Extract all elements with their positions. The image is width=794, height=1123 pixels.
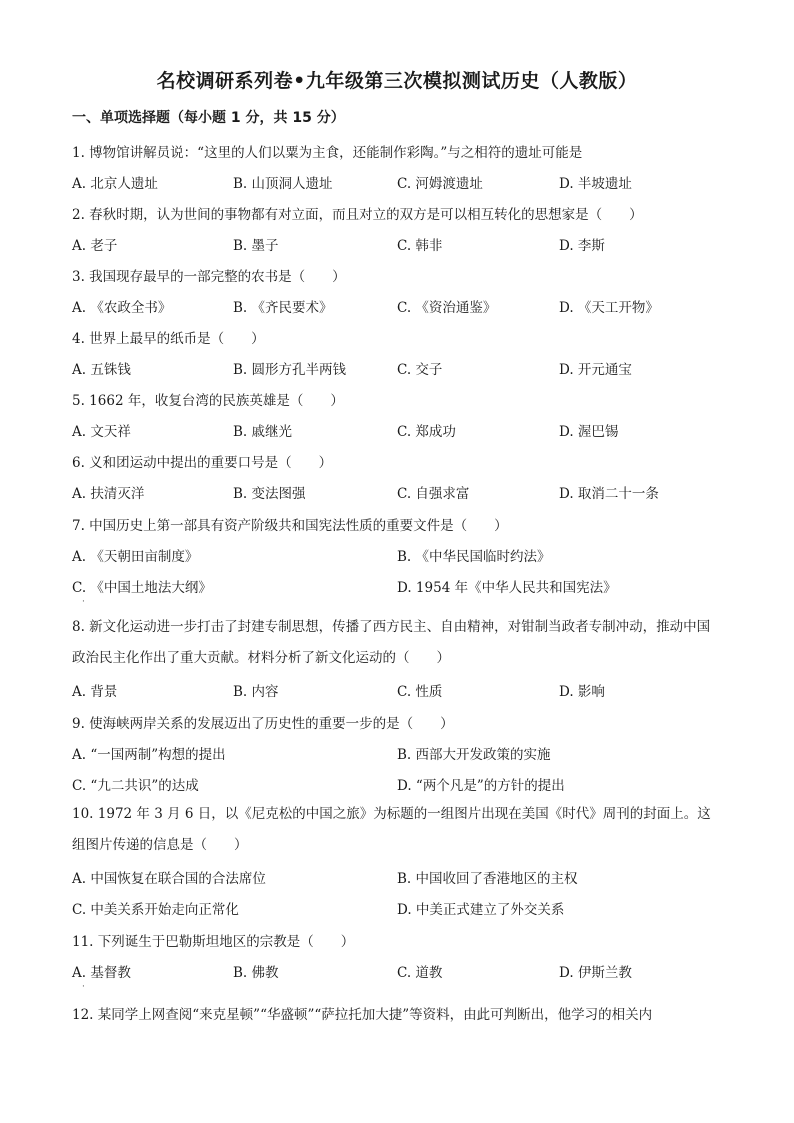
question-10-option-b[interactable]: B. 中国收回了香港地区的主权 [397, 871, 578, 887]
question-8-option-c[interactable]: C. 性质 [397, 684, 443, 700]
question-1-option-b[interactable]: B. 山顶洞人遗址 [233, 176, 333, 192]
question-1-option-c[interactable]: C. 河姆渡遗址 [397, 176, 483, 192]
question-12-stem: 12. 某同学上网查阅“来克星顿”“华盛顿”“萨拉托加大捷”等资料，由此可判断出，他学习的相关内 [72, 1007, 653, 1023]
question-6-option-d[interactable]: D. 取消二十一条 [559, 486, 659, 502]
question-2-option-a[interactable]: A. 老子 [72, 238, 118, 254]
question-1-option-d[interactable]: D. 半坡遗址 [559, 176, 632, 192]
question-4-option-c[interactable]: C. 交子 [397, 362, 443, 378]
question-7-option-d[interactable]: D. 1954 年《中华人民共和国宪法》 [397, 580, 617, 596]
question-11-option-b[interactable]: B. 佛教 [233, 965, 279, 981]
question-4-option-a[interactable]: A. 五铢钱 [72, 362, 131, 378]
question-3-option-d[interactable]: D. 《天工开物》 [559, 300, 659, 316]
question-4-stem: 4. 世界上最早的纸币是（ ） [72, 331, 265, 347]
question-7-option-a[interactable]: A. 《天朝田亩制度》 [72, 549, 199, 565]
question-8-option-d[interactable]: D. 影响 [559, 684, 605, 700]
question-6-option-c[interactable]: C. 自强求富 [397, 486, 470, 502]
question-11-option-a[interactable]: A. 基督教 [72, 965, 131, 981]
question-9-option-b[interactable]: B. 西部大开发政策的实施 [397, 747, 551, 763]
question-10-option-c[interactable]: C. 中美关系开始走向正常化 [72, 902, 239, 918]
question-7-option-c[interactable]: C. 《中国土地法大纲》 [72, 580, 212, 596]
question-5-option-c[interactable]: C. 郑成功 [397, 424, 456, 440]
question-5-stem: 5. 1662 年，收复台湾的民族英雄是（ ） [72, 393, 344, 409]
question-2-option-d[interactable]: D. 李斯 [559, 238, 605, 254]
page-title: 名校调研系列卷•九年级第三次模拟测试历史（人教版） [156, 70, 638, 92]
question-10-stem: 10. 1972 年 3 月 6 日，以《尼克松的中国之旅》为标题的一组图片出现在美国《时代》周刊的封面上。这组图片传递的信息是（ ） [72, 806, 711, 853]
question-8-option-a[interactable]: A. 背景 [72, 684, 118, 700]
question-7-option-b[interactable]: B. 《中华民国临时约法》 [397, 549, 551, 565]
question-5-option-a[interactable]: A. 文天祥 [72, 424, 131, 440]
question-2-stem: 2. 春秋时期，认为世间的事物都有对立面，而且对立的双方是可以相互转化的思想家是（ ） [72, 207, 643, 223]
question-8-stem: 8. 新文化运动进一步打击了封建专制思想，传播了西方民主、自由精神，对钳制当政者专制冲动，推动中国政治民主化作出了重大贡献。材料分析了新文化运动的（ ） [72, 619, 711, 666]
question-2-option-c[interactable]: C. 韩非 [397, 238, 443, 254]
question-9-option-d[interactable]: D. “两个凡是”的方针的提出 [397, 778, 565, 794]
question-10-option-a[interactable]: A. 中国恢复在联合国的合法席位 [72, 871, 266, 887]
question-3-option-b[interactable]: B. 《齐民要术》 [233, 300, 333, 316]
question-6-option-a[interactable]: A. 扶清灭洋 [72, 486, 145, 502]
question-8-option-b[interactable]: B. 内容 [233, 684, 279, 700]
question-3-stem: 3. 我国现存最早的一部完整的农书是（ ） [72, 269, 346, 285]
question-9-stem: 9. 使海峡两岸关系的发展迈出了历史性的重要一步的是（ ） [72, 716, 454, 732]
question-4-option-d[interactable]: D. 开元通宝 [559, 362, 632, 378]
section-heading: 一、单项选择题（每小题 1 分，共 15 分） [72, 110, 345, 126]
question-9-option-c[interactable]: C. “九二共识”的达成 [72, 778, 199, 794]
scan-dot: · [82, 982, 85, 992]
scan-dot: · [82, 597, 85, 607]
question-6-option-b[interactable]: B. 变法图强 [233, 486, 306, 502]
question-3-option-c[interactable]: C. 《资治通鉴》 [397, 300, 497, 316]
question-7-stem: 7. 中国历史上第一部具有资产阶级共和国宪法性质的重要文件是（ ） [72, 518, 508, 534]
question-11-option-c[interactable]: C. 道教 [397, 965, 443, 981]
question-4-option-b[interactable]: B. 圆形方孔半两钱 [233, 362, 347, 378]
question-11-stem: 11. 下列诞生于巴勒斯坦地区的宗教是（ ） [72, 934, 355, 950]
question-2-option-b[interactable]: B. 墨子 [233, 238, 279, 254]
question-10-option-d[interactable]: D. 中美正式建立了外交关系 [397, 902, 565, 918]
question-11-option-d[interactable]: D. 伊斯兰教 [559, 965, 632, 981]
question-1-stem: 1. 博物馆讲解员说：“这里的人们以粟为主食，还能制作彩陶。”与之相符的遗址可能是 [72, 145, 583, 161]
question-1-option-a[interactable]: A. 北京人遗址 [72, 176, 158, 192]
question-3-option-a[interactable]: A. 《农政全书》 [72, 300, 172, 316]
question-5-option-d[interactable]: D. 渥巴锡 [559, 424, 619, 440]
question-5-option-b[interactable]: B. 戚继光 [233, 424, 293, 440]
question-6-stem: 6. 义和团运动中提出的重要口号是（ ） [72, 455, 333, 471]
question-9-option-a[interactable]: A. “一国两制”构想的提出 [72, 747, 226, 763]
